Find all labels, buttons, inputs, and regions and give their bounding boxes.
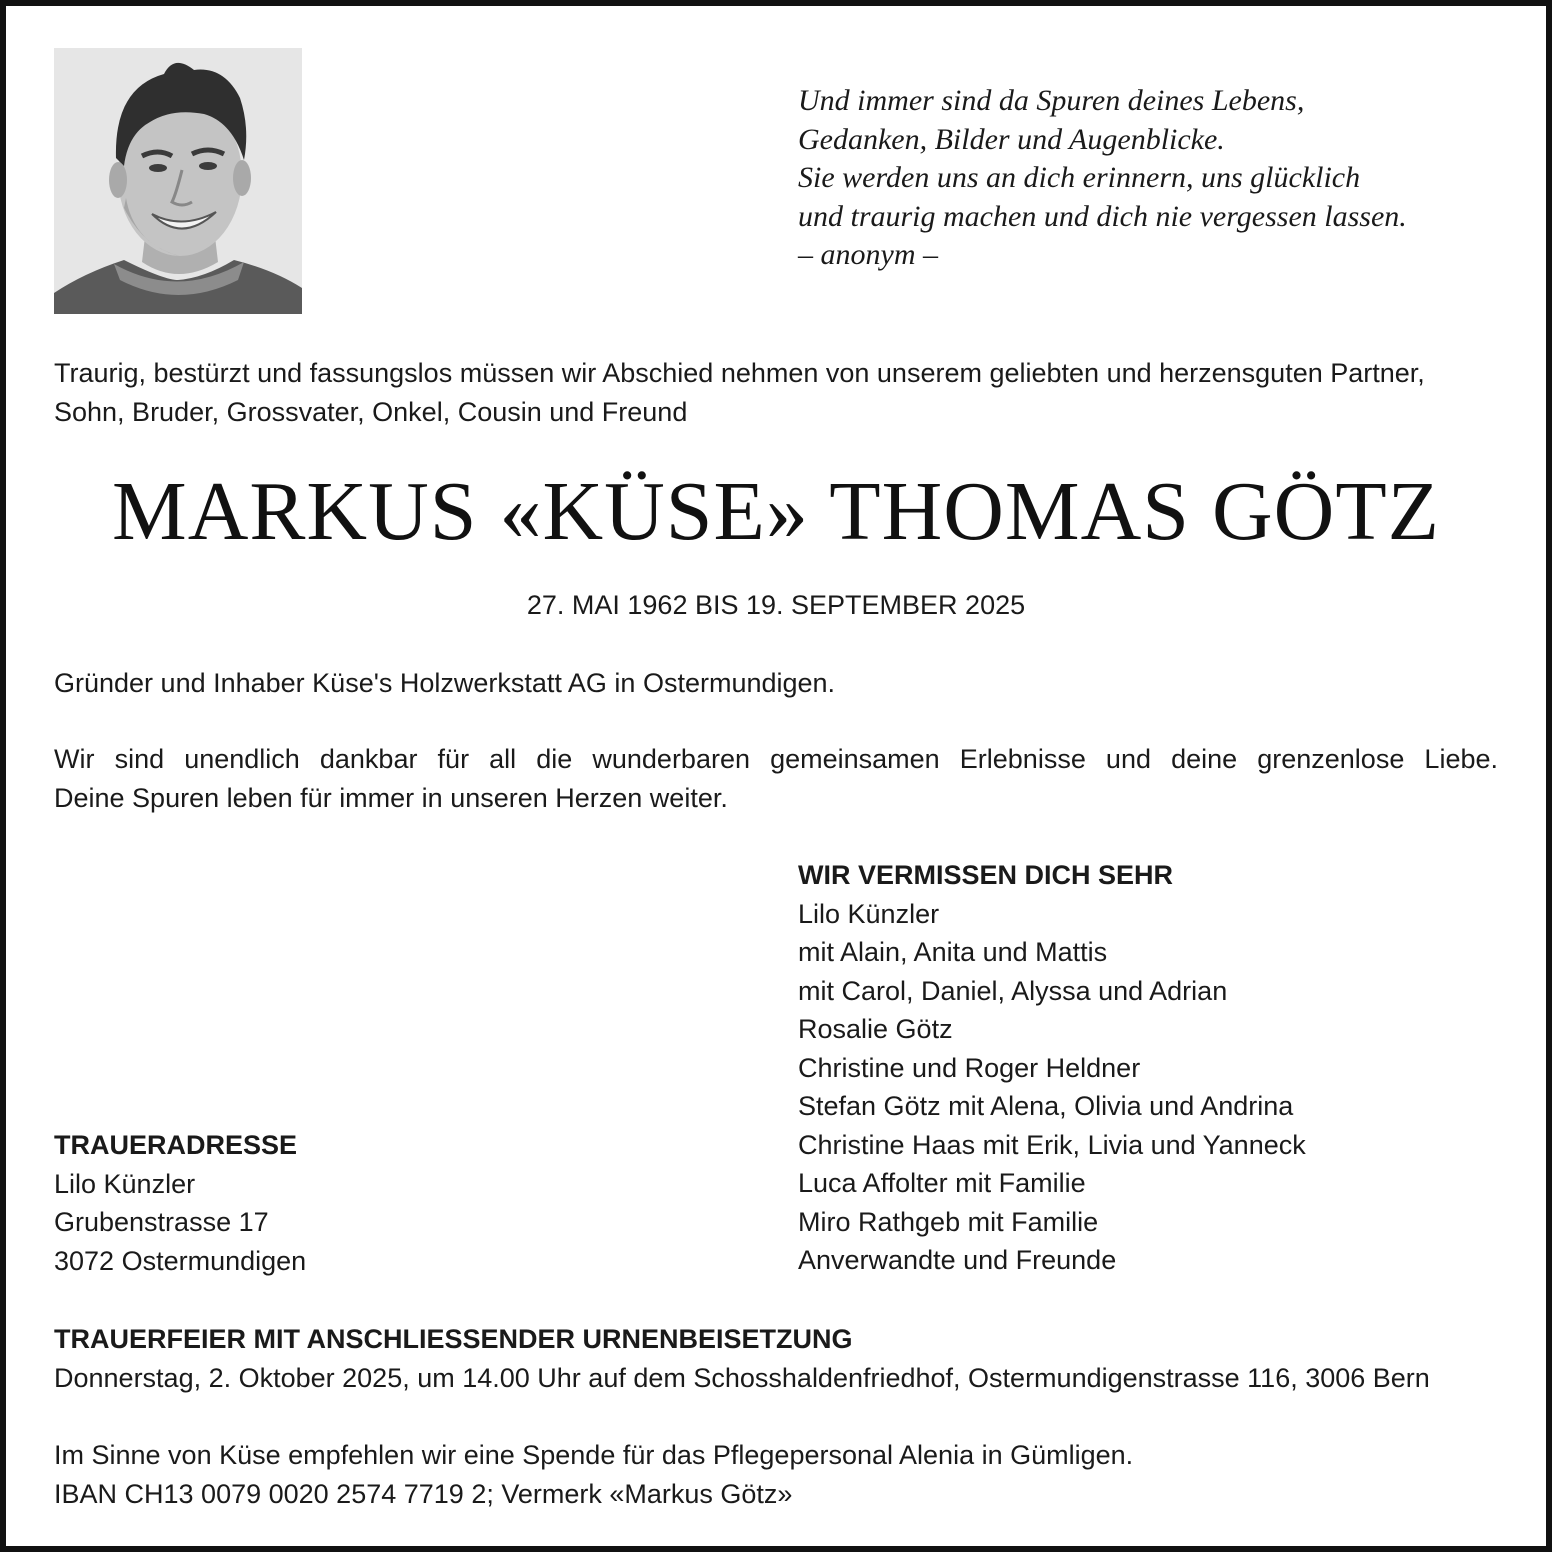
intro-paragraph bbox=[54, 354, 1498, 431]
mourner-name: mit Carol, Daniel, Alyssa und Adrian bbox=[798, 975, 1228, 1006]
ceremony-details: Donnerstag, 2. Oktober 2025, um 14.00 Uhr auf dem Schosshaldenfriedhof, Ostermundigenstrasse 116, 3006 Bern bbox=[54, 1362, 1430, 1393]
founder-note: Gründer und Inhaber Küse's Holzwerkstatt AG in Ostermundigen. bbox=[54, 668, 836, 698]
address-street: Grubenstrasse 17 bbox=[54, 1207, 269, 1237]
quote-attribution: – anonym – bbox=[798, 238, 938, 271]
memorial-quote bbox=[798, 82, 1498, 275]
portrait-photo bbox=[54, 48, 302, 314]
address-city: 3072 Ostermundigen bbox=[54, 1245, 307, 1276]
mourner-name: Christine Haas mit Erik, Livia und Yanneck bbox=[798, 1129, 1306, 1160]
intro-line: Traurig, bestürzt und fassungslos müssen wir Abschied nehmen von unserem geliebten und herzensguten Partner, bbox=[54, 358, 1425, 388]
mourner-name: Rosalie Götz bbox=[798, 1014, 953, 1044]
quote-line: Sie werden uns an dich erinnern, uns glücklich bbox=[798, 161, 1361, 194]
mourner-name: Christine und Roger Heldner bbox=[798, 1052, 1141, 1083]
mourners-heading: WIR VERMISSEN DICH SEHR bbox=[798, 860, 1174, 890]
mourner-name: mit Alain, Anita und Mattis bbox=[798, 937, 1108, 967]
donation-note: Im Sinne von Küse empfehlen wir eine Spende für das Pflegepersonal Alenia in Gümligen. bbox=[54, 1440, 1134, 1470]
mourner-name: Luca Affolter mit Familie bbox=[798, 1168, 1086, 1198]
address-heading: TRAUERADRESSE bbox=[54, 1130, 298, 1160]
quote-line: Und immer sind da Spuren deines Lebens, bbox=[798, 84, 1305, 117]
deceased-name: MARKUS «KÜSE» THOMAS GÖTZ bbox=[112, 465, 1440, 558]
ceremony-info bbox=[54, 1320, 1498, 1397]
mourner-name: Lilo Künzler bbox=[798, 898, 940, 929]
address-name: Lilo Künzler bbox=[54, 1168, 196, 1199]
portrait-image bbox=[54, 48, 302, 314]
donation-iban: IBAN CH13 0079 0020 2574 7719 2; Vermerk «Markus Götz» bbox=[54, 1478, 793, 1509]
mourning-address bbox=[54, 1126, 654, 1280]
ceremony-heading: TRAUERFEIER MIT ANSCHLIESSENDER URNENBEISETZUNG bbox=[54, 1324, 853, 1354]
mourner-name: Anverwandte und Freunde bbox=[798, 1245, 1117, 1275]
intro-line: Sohn, Bruder, Grossvater, Onkel, Cousin und Freund bbox=[54, 396, 688, 427]
life-dates: 27. MAI 1962 BIS 19. SEPTEMBER 2025 bbox=[526, 590, 1026, 620]
gratitude-paragraph bbox=[54, 740, 1498, 817]
gratitude-line: Wir sind unendlich dankbar für all die wunderbaren gemeinsamen Erlebnisse und deine grenzenlose Liebe. bbox=[54, 744, 1498, 774]
quote-line: und traurig machen und dich nie vergessen lassen. bbox=[798, 199, 1407, 233]
gratitude-line: Deine Spuren leben für immer in unseren Herzen weiter. bbox=[54, 782, 728, 813]
quote-line: Gedanken, Bilder und Augenblicke. bbox=[798, 122, 1225, 156]
donation-info bbox=[54, 1436, 1498, 1513]
mourner-name: Miro Rathgeb mit Familie bbox=[798, 1206, 1099, 1237]
mourner-name: Stefan Götz mit Alena, Olivia und Andrina bbox=[798, 1091, 1294, 1121]
mourners-list bbox=[798, 856, 1498, 1280]
